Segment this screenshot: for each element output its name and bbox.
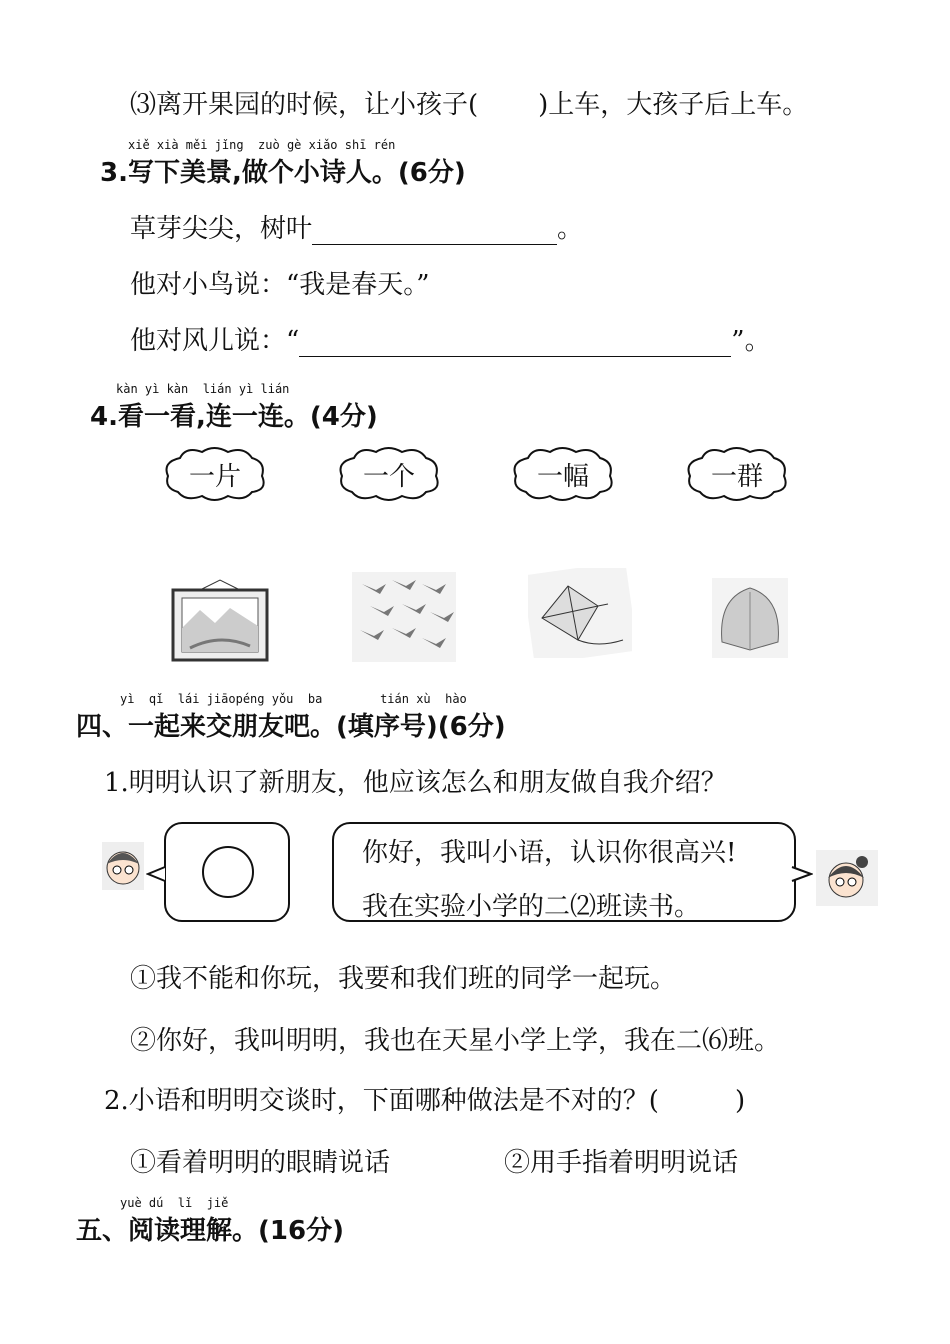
answer-blank[interactable] — [299, 330, 731, 357]
cloud-label[interactable] — [336, 444, 442, 502]
cloud-text: 一个 — [362, 462, 415, 492]
cloud-text: 一片 — [188, 462, 241, 492]
section-4-title: 4.看一看,连一连。(4分) — [90, 402, 378, 432]
painting-picture[interactable] — [170, 578, 270, 664]
pinyin: xiě xià měi jǐng zuò gè xiǎo shī rén — [128, 138, 396, 152]
cloud-label[interactable] — [162, 444, 268, 502]
cloud-label[interactable] — [510, 444, 616, 502]
answer-blank[interactable] — [312, 218, 557, 245]
section-3-title: 3.写下美景,做个小诗人。(6分) — [100, 158, 466, 188]
part-4-title: 四、一起来交朋友吧。(填序号)(6分) — [76, 712, 506, 742]
cloud-label[interactable] — [684, 444, 790, 502]
pinyin: yuè dú lǐ jiě — [120, 1196, 229, 1210]
geese-picture[interactable] — [352, 572, 452, 658]
question-1: 1.明明认识了新朋友，他应该怎么和朋友做自我介绍？ — [104, 768, 727, 798]
poem-line-1: 草芽尖尖，树叶 。 — [130, 214, 584, 244]
kite-picture[interactable] — [528, 568, 628, 654]
leaf-picture[interactable] — [712, 578, 812, 664]
part-5-title: 五、阅读理解。(16分) — [76, 1216, 344, 1246]
poem-line-2: 他对小鸟说：“我是春天。” — [130, 270, 430, 300]
cloud-text: 一群 — [710, 462, 763, 492]
pinyin: yì qǐ lái jiāopéng yǒu ba tián xù hào — [120, 692, 467, 706]
q2-option-1: ①看着明明的眼睛说话 — [130, 1148, 391, 1178]
girl-avatar — [816, 850, 878, 906]
q2-option-2: ②用手指着明明说话 — [504, 1148, 739, 1178]
pinyin: kàn yì kàn lián yì lián — [116, 382, 290, 396]
bubble-line-1: 你好，我叫小语，认识你很高兴! — [362, 838, 737, 868]
question-3-item: ⑶离开果园的时候，让小孩子( )上车，大孩子后上车。 — [130, 90, 809, 120]
option-1: ①我不能和你玩，我要和我们班的同学一起玩。 — [130, 964, 677, 994]
poem-line-3: 他对风儿说：“ ”。 — [130, 326, 771, 356]
cloud-text: 一幅 — [536, 462, 589, 492]
boy-avatar — [102, 842, 144, 890]
question-2: 2.小语和明明交谈时，下面哪种做法是不对的？( ) — [104, 1086, 746, 1116]
bubble-line-2: 我在实验小学的二⑵班读书。 — [362, 892, 701, 922]
answer-circle[interactable] — [202, 846, 254, 898]
option-2: ②你好，我叫明明，我也在天星小学上学，我在二⑹班。 — [130, 1026, 781, 1056]
